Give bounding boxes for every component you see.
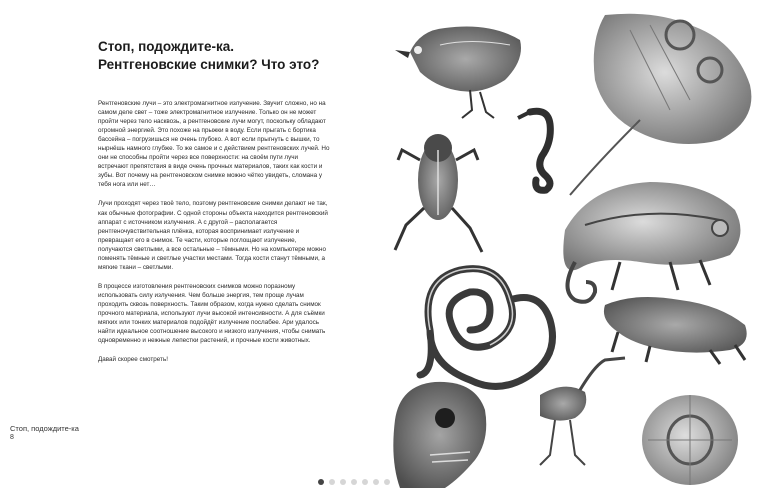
xray-illustration bbox=[390, 0, 770, 488]
title-line-1: Стоп, подождите-ка. bbox=[98, 39, 235, 54]
frog-xray bbox=[395, 134, 482, 252]
paragraph: В процессе изготовления рентгеновских снимков можно поразному использовать силу излучения. Чем больше энергия, тем проще лучам проходить сквозь поверхность. Таким образом, когда нужно сделать снимок прочного материала, используют лучи высокой интенсивности. А для съёмки мягких или тонких материалов подойдёт излучение послабее. Ари удалось найти идеальное соотношение высокого и низкого излучения, чтобы снимать одновременно и нежные лепестки растений, и прочные кости животных. bbox=[98, 282, 326, 345]
heron-xray bbox=[540, 358, 625, 465]
page-dot-4[interactable] bbox=[351, 479, 357, 485]
page-title bbox=[98, 38, 358, 74]
skull-xray bbox=[393, 382, 486, 488]
page-dot-2[interactable] bbox=[329, 479, 335, 485]
flower-xray bbox=[642, 395, 738, 485]
page-number: 8 bbox=[10, 434, 14, 441]
paragraph: Рентгеновские лучи – это электромагнитное излучение. Звучит сложно, но на самом деле свет – тоже электромагнитное излучение. Только он не может пройти через тело насквозь, а рентгеновские лучи могут, поскольку обладают огромной энергией. Это похоже на прыжки в воду. Если прыгать с бортика бассейна – погрузишься не очень глубоко. А вот если прыгнуть с вышки, то нырнёшь намного глубже. То же самое и с действием рентгеновских лучей. Но они не способны пройти через все поверхности: на своём пути лучи встречают препятствия в виде очень прочных материалов, таких как кости и зубы. Вот почему на рентгеновском снимке можно чётко увидеть, сломана у тебя нога или нет… bbox=[98, 100, 330, 189]
page-dot-5[interactable] bbox=[362, 479, 368, 485]
paragraph: Давай скорее смотреть! bbox=[98, 356, 168, 364]
seahorse-xray bbox=[518, 111, 550, 190]
carousel-pagination bbox=[318, 479, 390, 485]
weasel-xray bbox=[604, 297, 747, 364]
snake-xray bbox=[420, 269, 553, 387]
page-dot-1[interactable] bbox=[318, 479, 324, 485]
title-line-2: Рентгеновские снимки? Что это? bbox=[98, 57, 320, 72]
page-dot-7[interactable] bbox=[384, 479, 390, 485]
page-dot-3[interactable] bbox=[340, 479, 346, 485]
bird-xray bbox=[395, 27, 521, 119]
paragraph: Лучи проходят через твоё тело, поэтому рентгеновские снимки делают не так, как обычные фотографии. С одной стороны объекта находится рентгеновский аппарат с источником излучения. А с другой – располагается рентгеночувствительная плёнка, которая воспринимает излучение и превращает его в снимок. Те части, которые поглощают излучение, получаются светлыми, а все остальные – тёмными. Но на компьютере можно поменять тёмные и светлые участки местами. Тогда кости станут тёмными, а мягкие ткани – светлыми. bbox=[98, 200, 328, 271]
page-dot-6[interactable] bbox=[373, 479, 379, 485]
chameleon-xray bbox=[563, 182, 740, 302]
running-footer: Стоп, подождите-ка bbox=[10, 424, 79, 433]
body-text bbox=[98, 99, 330, 374]
stingray-xray bbox=[570, 14, 751, 195]
